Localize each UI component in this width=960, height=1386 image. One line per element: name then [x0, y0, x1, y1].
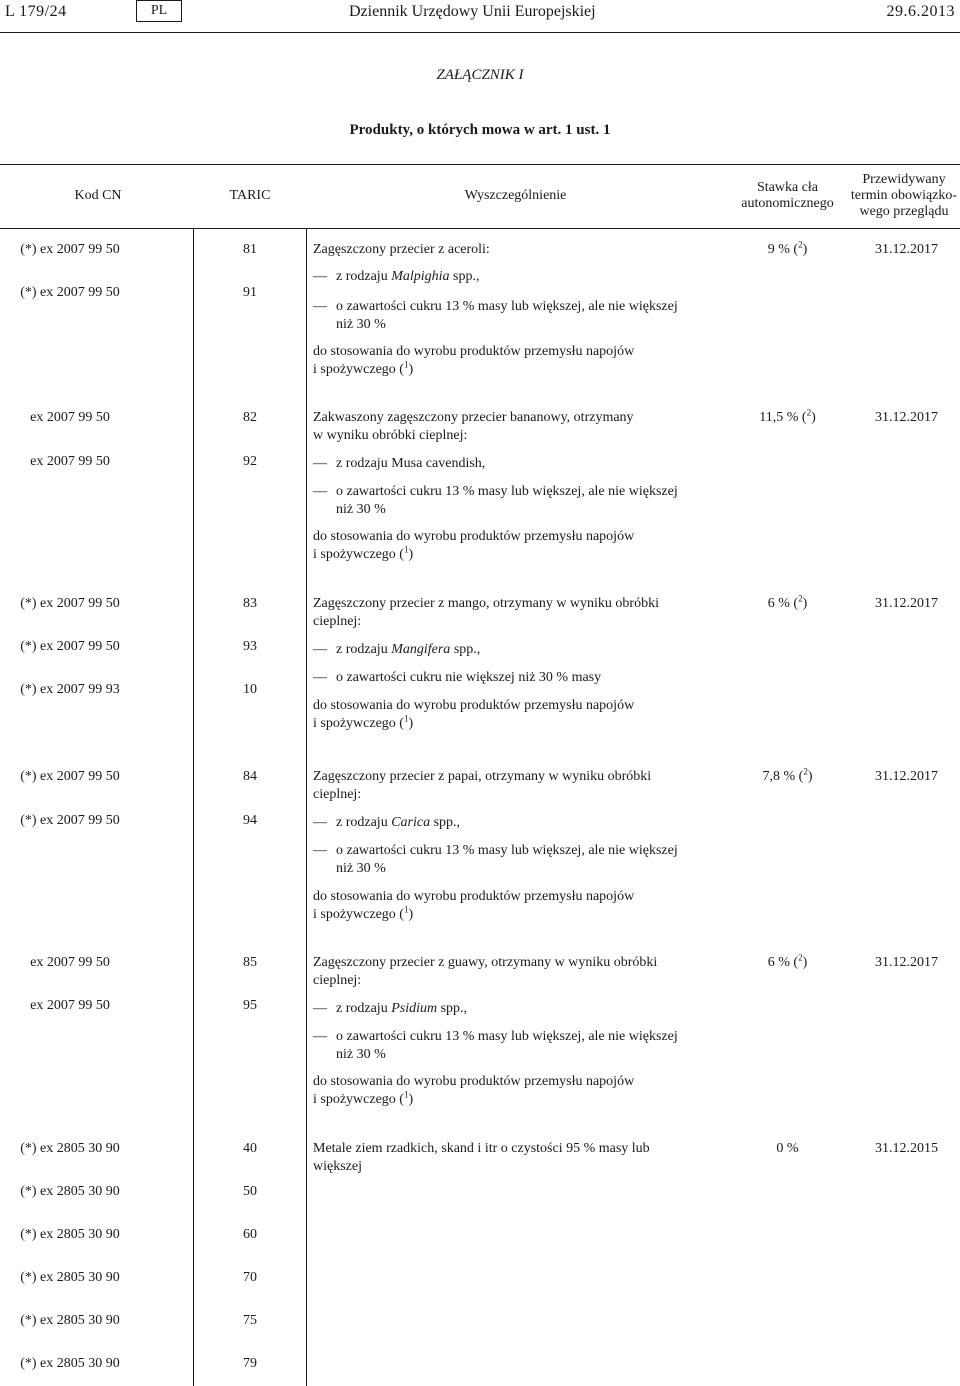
footnote-ref: 2: [806, 407, 812, 418]
duty-rate: 6 % ($^2$): [767, 593, 808, 611]
cn-code: (*) ex 2805 30 90: [20, 1141, 120, 1156]
taric-code: 81: [243, 242, 257, 257]
column-header-rate: Stawka cła autonomicznego: [741, 180, 834, 211]
taric-code: 82: [243, 410, 257, 425]
duty-rate: 11,5 % ($^2$): [759, 407, 816, 425]
genus-name: Malpighia: [391, 269, 450, 284]
page-header: [0, 0, 960, 36]
cn-code: (*) ex 2805 30 90: [20, 1313, 120, 1328]
taric-code: 70: [243, 1270, 257, 1285]
duty-rate: 0 %: [776, 1141, 799, 1156]
product-condition: — o zawartości cukru 13 % masy lub większej, ale nie większej niż 30 %: [313, 484, 678, 517]
product-condition: — o zawartości cukru 13 % masy lub większej, ale nie większej niż 30 %: [313, 843, 678, 876]
product-condition: — o zawartości cukru 13 % masy lub większej, ale nie większej niż 30 %: [313, 299, 678, 332]
table-top-rule: [0, 164, 960, 165]
table-header-rule: [0, 228, 960, 229]
taric-code: 95: [243, 998, 257, 1013]
product-use: do stosowania do wyrobu produktów przemysłu napojów i spożywczego ($^1$): [313, 1074, 635, 1107]
taric-code: 85: [243, 955, 257, 970]
product-condition: — z rodzaju Psidium spp.,: [313, 1001, 468, 1016]
cn-code: (*) ex 2007 99 50: [20, 242, 120, 257]
taric-code: 84: [243, 769, 257, 784]
taric-code: 92: [243, 454, 257, 469]
cn-code: (*) ex 2805 30 90: [20, 1184, 120, 1199]
footnote-ref: 1: [403, 359, 409, 370]
review-date: 31.12.2017: [875, 596, 938, 611]
column-header-review-term: Przewidywany termin obowiązko- wego przeglądu: [850, 172, 958, 219]
cn-code: (*) ex 2805 30 90: [20, 1270, 120, 1285]
product-title: Zagęszczony przecier z papai, otrzymany w wyniku obróbki cieplnej:: [313, 769, 652, 802]
product-title: Zagęszczony przecier z guawy, otrzymany w wyniku obróbki cieplnej:: [313, 955, 658, 988]
column-header-kod-cn: Kod CN: [74, 188, 122, 203]
footnote-ref: 1: [403, 1089, 409, 1100]
product-condition: — o zawartości cukru nie większej niż 30 % masy: [313, 670, 602, 685]
taric-code: 91: [243, 285, 257, 300]
header-rule: [0, 32, 960, 33]
footnote-ref: 1: [403, 544, 409, 555]
cn-code: (*) ex 2805 30 90: [20, 1227, 120, 1242]
taric-code: 83: [243, 596, 257, 611]
product-title: Zakwaszony zagęszczony przecier bananowy, otrzymany w wyniku obróbki cieplnej:: [313, 410, 634, 443]
column-divider-taric: [193, 228, 194, 1386]
product-use: do stosowania do wyrobu produktów przemysłu napojów i spożywczego ($^1$): [313, 698, 635, 731]
genus-name: Carica: [391, 815, 431, 830]
product-condition: — z rodzaju Mangifera spp.,: [313, 642, 481, 657]
publication-date: 29.6.2013: [886, 3, 955, 20]
cn-code: ex 2007 99 50: [30, 454, 110, 469]
duty-rate: 7,8 % ($^2$): [762, 766, 813, 784]
product-condition: — z rodzaju Malpighia spp.,: [313, 269, 480, 284]
product-use: do stosowania do wyrobu produktów przemysłu napojów i spożywczego ($^1$): [313, 889, 635, 922]
product-use: do stosowania do wyrobu produktów przemysłu napojów i spożywczego ($^1$): [313, 344, 635, 377]
duty-rate: 6 % ($^2$): [767, 952, 808, 970]
journal-title: Dziennik Urzędowy Unii Europejskiej: [349, 3, 596, 20]
product-title: Zagęszczony przecier z mango, otrzymany w wyniku obróbki cieplnej:: [313, 596, 659, 629]
cn-code: ex 2007 99 50: [30, 955, 110, 970]
cn-code: (*) ex 2007 99 50: [20, 639, 120, 654]
column-divider-desc: [306, 228, 307, 1386]
footnote-ref: 2: [798, 952, 803, 963]
taric-code: 93: [243, 639, 257, 654]
taric-code: 79: [243, 1356, 257, 1371]
language-badge: PL: [136, 0, 182, 22]
taric-code: 94: [243, 813, 257, 828]
review-date: 31.12.2015: [875, 1141, 938, 1156]
review-date: 31.12.2017: [875, 769, 938, 784]
footnote-ref: 2: [798, 593, 803, 604]
taric-code: 40: [243, 1141, 257, 1156]
footnote-ref: 2: [803, 766, 808, 777]
footnote-ref: 2: [798, 239, 803, 250]
cn-code: ex 2007 99 50: [30, 410, 110, 425]
taric-code: 50: [243, 1184, 257, 1199]
cn-code: (*) ex 2007 99 93: [20, 682, 120, 697]
annex-title: ZAŁĄCZNIK I: [436, 67, 524, 83]
cn-code: (*) ex 2007 99 50: [20, 285, 120, 300]
cn-code: ex 2007 99 50: [30, 998, 110, 1013]
duty-rate: 9 % ($^2$): [767, 239, 808, 257]
taric-code: 75: [243, 1313, 257, 1328]
genus-name: Mangifera: [391, 642, 451, 657]
review-date: 31.12.2017: [875, 955, 938, 970]
page-reference: L 179/24: [5, 3, 67, 20]
product-condition: — z rodzaju Musa cavendish,: [313, 456, 486, 471]
annex-subtitle: Produkty, o których mowa w art. 1 ust. 1: [349, 122, 611, 138]
cn-code: (*) ex 2007 99 50: [20, 769, 120, 784]
cn-code: (*) ex 2007 99 50: [20, 596, 120, 611]
footnote-ref: 1: [403, 713, 409, 724]
column-header-taric: TARIC: [229, 188, 271, 203]
taric-code: 10: [243, 682, 257, 697]
footnote-ref: 1: [403, 904, 409, 915]
cn-code: (*) ex 2007 99 50: [20, 813, 120, 828]
product-condition: — o zawartości cukru 13 % masy lub większej, ale nie większej niż 30 %: [313, 1029, 678, 1062]
product-condition: — z rodzaju Carica spp.,: [313, 815, 461, 830]
cn-code: (*) ex 2805 30 90: [20, 1356, 120, 1371]
review-date: 31.12.2017: [875, 242, 938, 257]
review-date: 31.12.2017: [875, 410, 938, 425]
column-header-description: Wyszczególnienie: [464, 188, 567, 203]
taric-code: 60: [243, 1227, 257, 1242]
product-title: Zagęszczony przecier z aceroli:: [313, 242, 490, 257]
genus-name: Psidium: [391, 1001, 438, 1016]
product-title: Metale ziem rzadkich, skand i itr o czystości 95 % masy lub większej: [313, 1141, 650, 1174]
product-use: do stosowania do wyrobu produktów przemysłu napojów i spożywczego ($^1$): [313, 529, 635, 562]
